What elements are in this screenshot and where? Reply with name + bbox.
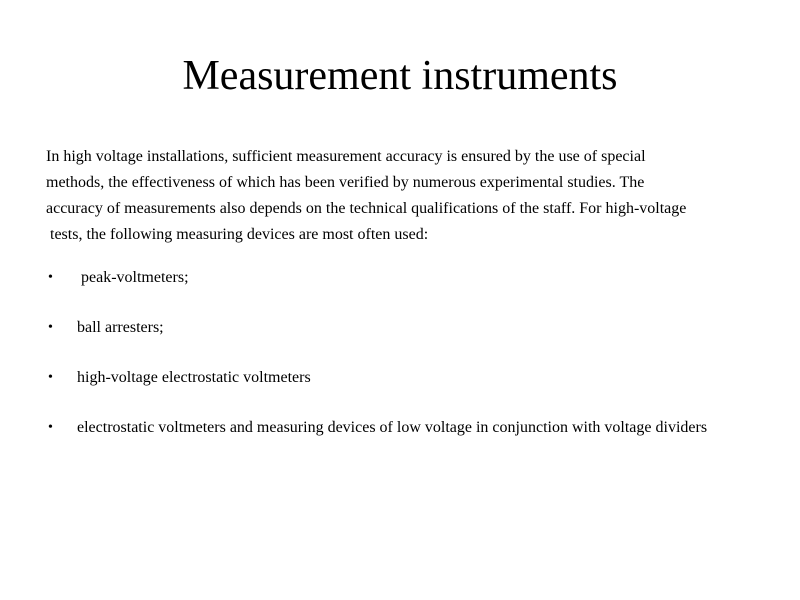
paragraph-line: methods, the effectiveness of which has been verified by numerous experimental studies. The: [46, 174, 645, 191]
bullet-icon: •: [48, 320, 53, 335]
bullet-icon: •: [48, 370, 53, 385]
list-item-text: high-voltage electrostatic voltmeters: [77, 369, 311, 386]
list-item-text: electrostatic voltmeters and measuring devices of low voltage in conjunction with voltage dividers: [77, 419, 708, 436]
paragraph-line: In high voltage installations, sufficient measurement accuracy is ensured by the use of special: [46, 148, 646, 165]
slide-title: Measurement instruments: [182, 53, 618, 99]
list-item-text: ball arresters;: [77, 319, 164, 336]
bullet-icon: •: [48, 270, 53, 285]
list-item: [46, 268, 746, 288]
list-item-text: peak-voltmeters;: [77, 269, 189, 286]
list-item: [46, 318, 746, 338]
paragraph-line: accuracy of measurements also depends on the technical qualifications of the staff. For high-voltage: [46, 200, 687, 217]
list-item: [46, 368, 746, 388]
intro-paragraph: [46, 144, 776, 248]
bullet-icon: •: [48, 420, 53, 435]
paragraph-line: tests, the following measuring devices are most often used:: [46, 226, 429, 243]
list-item: [46, 418, 746, 438]
device-list: [46, 268, 746, 468]
